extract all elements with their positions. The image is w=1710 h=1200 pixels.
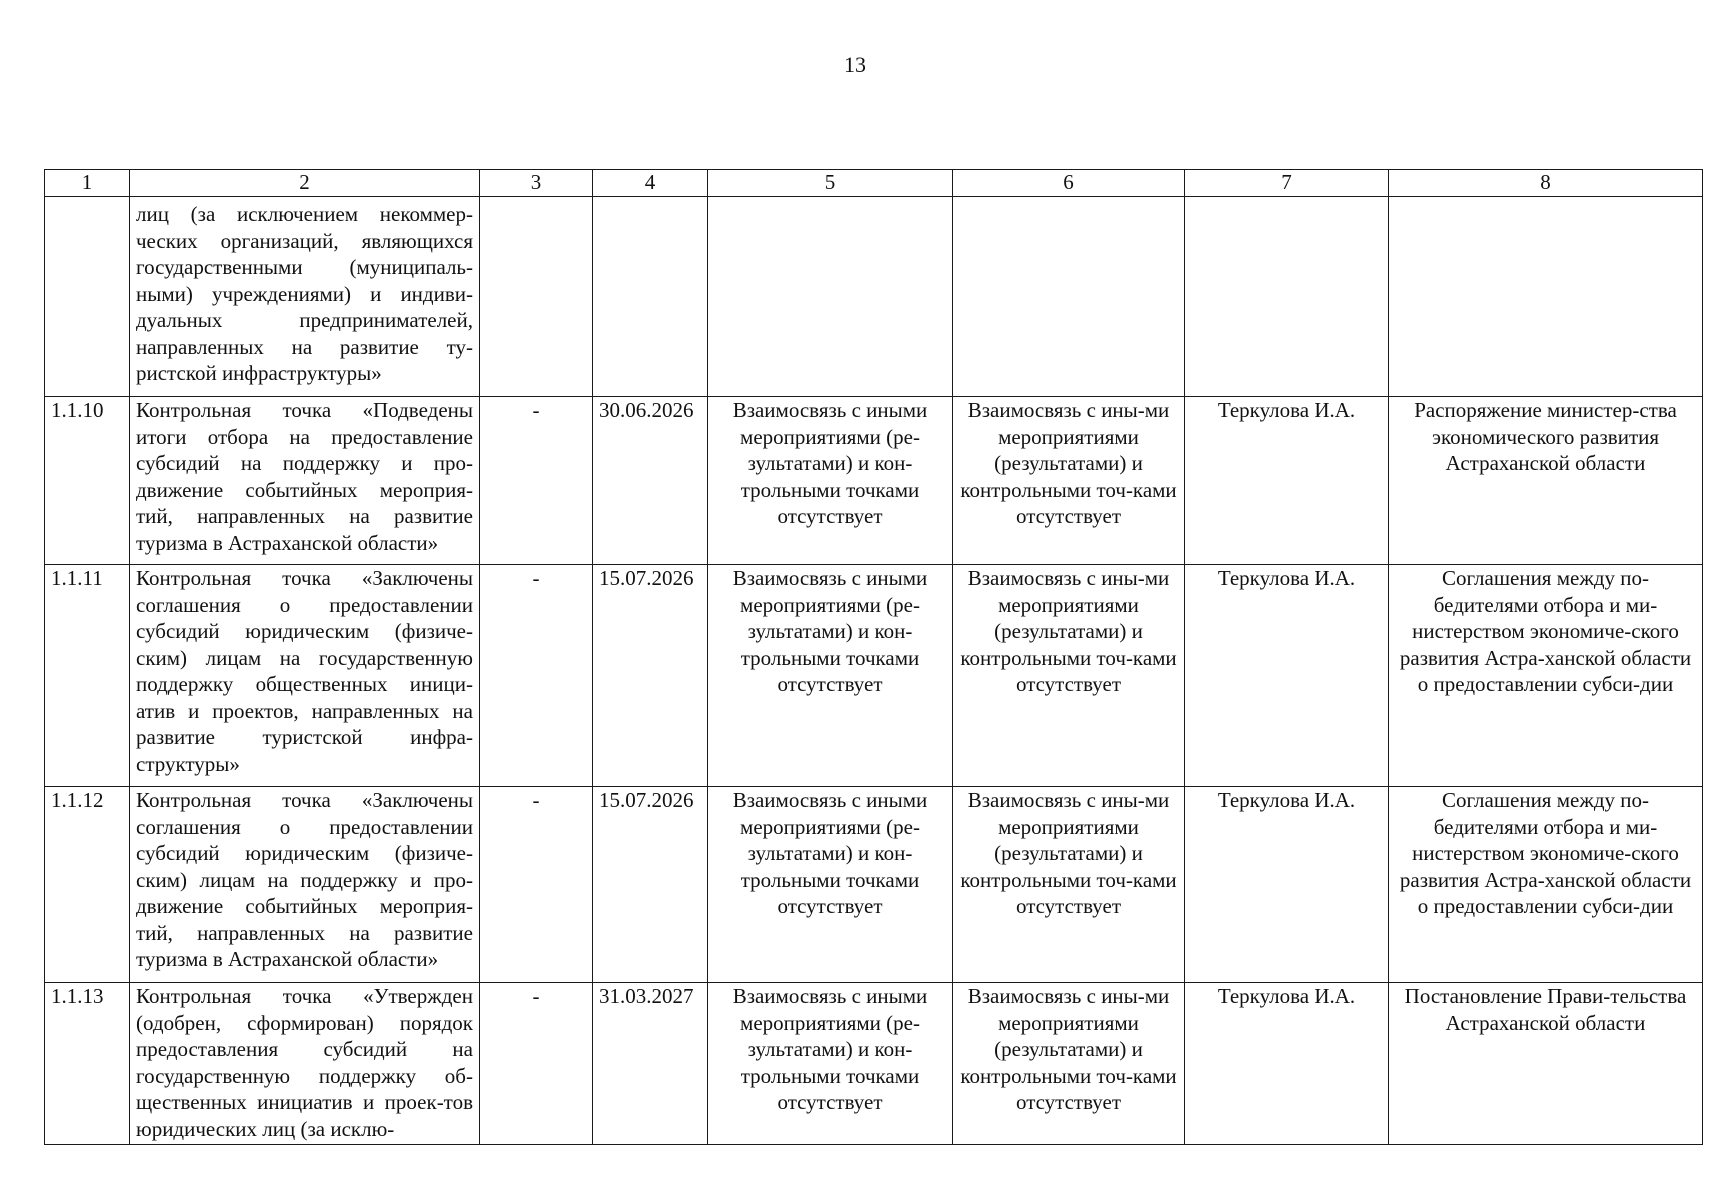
row-date: 30.06.2026 — [593, 397, 708, 565]
row-responsible: Теркулова И.А. — [1185, 397, 1389, 565]
row-date — [593, 197, 708, 397]
row-column-3: - — [480, 787, 593, 983]
table-row — [45, 787, 1703, 983]
header-cell: 4 — [593, 170, 708, 197]
header-cell: 3 — [480, 170, 593, 197]
row-number: 1.1.13 — [45, 983, 130, 1145]
row-date: 31.03.2027 — [593, 983, 708, 1145]
row-relation-next: Взаимосвязь с ины-ми мероприятиями (результатами) и контрольными точ-ками отсутствует — [953, 787, 1185, 983]
header-cell: 7 — [1185, 170, 1389, 197]
table-row — [45, 197, 1703, 397]
row-relation-next — [953, 197, 1185, 397]
row-document — [1389, 197, 1703, 397]
table-row — [45, 565, 1703, 787]
row-relation-prev — [708, 197, 953, 397]
row-column-3 — [480, 197, 593, 397]
row-relation-next: Взаимосвязь с ины-ми мероприятиями (результатами) и контрольными точ-ками отсутствует — [953, 397, 1185, 565]
row-number: 1.1.11 — [45, 565, 130, 787]
row-description: Контрольная точка «Заключены соглашения о предоставлении субсидий юридическим (физиче-ским) лицам на государственную поддержку общественных иници-атив и проектов, направленных на развитие туристской инфра-структуры» — [130, 565, 480, 787]
row-document: Постановление Прави-тельства Астраханской области — [1389, 983, 1703, 1145]
row-number: 1.1.12 — [45, 787, 130, 983]
row-relation-next: Взаимосвязь с ины-ми мероприятиями (результатами) и контрольными точ-ками отсутствует — [953, 565, 1185, 787]
table-row — [45, 397, 1703, 565]
header-cell: 8 — [1389, 170, 1703, 197]
row-description: Контрольная точка «Подведены итоги отбора на предоставление субсидий на поддержку и про-движение событийных мероприя-тий, направленных на развитие туризма в Астраханской области» — [130, 397, 480, 565]
header-cell: 5 — [708, 170, 953, 197]
table-header-row — [45, 170, 1703, 197]
row-document: Соглашения между по-бедителями отбора и ми-нистерством экономиче-ского развития Астра-ханской области о предоставлении субси-дии — [1389, 565, 1703, 787]
row-responsible: Теркулова И.А. — [1185, 565, 1389, 787]
row-column-3: - — [480, 397, 593, 565]
row-relation-prev: Взаимосвязь с иными мероприятиями (ре-зультатами) и кон-трольными точками отсутствует — [708, 983, 953, 1145]
row-relation-prev: Взаимосвязь с иными мероприятиями (ре-зультатами) и кон-трольными точками отсутствует — [708, 787, 953, 983]
row-responsible: Теркулова И.А. — [1185, 787, 1389, 983]
row-column-3: - — [480, 565, 593, 787]
row-responsible — [1185, 197, 1389, 397]
row-relation-next: Взаимосвязь с ины-ми мероприятиями (результатами) и контрольными точ-ками отсутствует — [953, 983, 1185, 1145]
table-row — [45, 983, 1703, 1145]
row-document: Распоряжение министер-ства экономического развития Астраханской области — [1389, 397, 1703, 565]
header-cell: 6 — [953, 170, 1185, 197]
row-document: Соглашения между по-бедителями отбора и ми-нистерством экономиче-ского развития Астра-ханской области о предоставлении субси-дии — [1389, 787, 1703, 983]
row-responsible: Теркулова И.А. — [1185, 983, 1389, 1145]
row-description: лиц (за исключением некоммер-ческих организаций, являющихся государственными (муниципаль-ными) учреждениями) и индиви-дуальных предпринимателей, направленных на развитие ту-ристской инфраструктуры» — [130, 197, 480, 397]
header-cell: 1 — [45, 170, 130, 197]
row-number — [45, 197, 130, 397]
row-description: Контрольная точка «Утвержден (одобрен, сформирован) порядок предоставления субсидий на государственную поддержку об-щественных инициатив и проек-тов юридических лиц (за исклю- — [130, 983, 480, 1145]
row-column-3: - — [480, 983, 593, 1145]
row-date: 15.07.2026 — [593, 787, 708, 983]
row-description: Контрольная точка «Заключены соглашения о предоставлении субсидий юридическим (физиче-ским) лицам на поддержку и про-движение событийных мероприя-тий, направленных на развитие туризма в Астраханской области» — [130, 787, 480, 983]
page-number: 13 — [844, 52, 866, 77]
row-number: 1.1.10 — [45, 397, 130, 565]
row-relation-prev: Взаимосвязь с иными мероприятиями (ре-зультатами) и кон-трольными точками отсутствует — [708, 397, 953, 565]
header-cell: 2 — [130, 170, 480, 197]
row-relation-prev: Взаимосвязь с иными мероприятиями (ре-зультатами) и кон-трольными точками отсутствует — [708, 565, 953, 787]
row-date: 15.07.2026 — [593, 565, 708, 787]
control-points-table — [44, 169, 1703, 1145]
